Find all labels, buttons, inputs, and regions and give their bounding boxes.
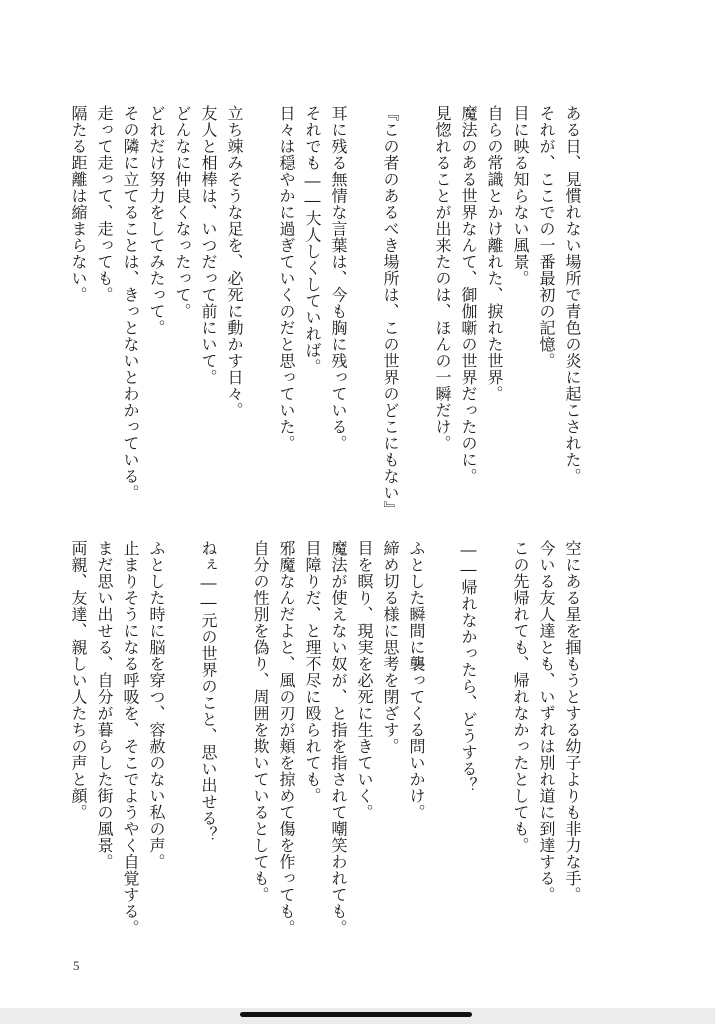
blank-line — [351, 105, 377, 515]
text-line: ふとした時に脳を穿つ、容赦のない私の声。 — [147, 540, 166, 870]
text-line: 自分の性別を偽り、周囲を欺いているとしても。 — [251, 540, 270, 903]
text-line: 魔法が使えない奴が、と指を指されて嘲笑われても。 — [329, 540, 348, 936]
text-line: ある日、見慣れない場所で青色の炎に起こされた。 — [563, 105, 582, 485]
text-line: 自らの常識とかけ離れた、捩れた世界。 — [485, 105, 504, 402]
text-line: 耳に残る無情な言葉は、今も胸に残っている。 — [329, 105, 348, 452]
text-line: 今いる友人達とも、いずれは別れ道に到達する。 — [537, 540, 556, 903]
text-line: ねぇ――元の世界のこと、思い出せる？ — [199, 540, 218, 843]
upper-text-block — [65, 105, 585, 518]
page-number: 5 — [73, 958, 80, 973]
text-line: 目障りだ、と理不尽に殴られても。 — [303, 540, 322, 804]
text-line: 『この者のあるべき場所は、この世界のどこにもない』 — [381, 105, 400, 518]
text-line: どれだけ努力をしてみたって。 — [147, 105, 166, 336]
text-line: まだ思い出せる、自分が暮らした街の風景。 — [95, 540, 114, 870]
text-line: 立ち竦みそうな足を、必死に動かす日々。 — [225, 105, 244, 419]
text-line: 締め切る様に思考を閉ざす。 — [381, 540, 400, 755]
text-line: ふとした瞬間に襲ってくる問いかけ。 — [407, 540, 426, 821]
text-line: 走って走って、走っても。 — [95, 105, 114, 303]
text-line: ――帰れなかったら、どうする？ — [459, 540, 478, 794]
text-line: 邪魔なんだよと、風の刃が頬を掠めて傷を作っても。 — [277, 540, 296, 936]
blank-line — [429, 540, 455, 940]
text-line: 魔法のある世界なんて、御伽噺の世界だったのに。 — [459, 105, 478, 485]
text-line: それが、ここでの一番最初の記憶。 — [537, 105, 556, 369]
home-indicator-bar[interactable] — [240, 1012, 472, 1017]
blank-line — [169, 540, 195, 940]
text-line: 止まりそうになる呼吸を、そこでようやく自覚する。 — [121, 540, 140, 936]
text-line: 隔たる距離は縮まらない。 — [69, 105, 88, 303]
text-line: 友人と相棒は、いつだって前にいて。 — [199, 105, 218, 386]
text-line: どんなに仲良くなったって。 — [173, 105, 192, 320]
text-line: 見惚れることが出来たのは、ほんの一瞬だけ。 — [433, 105, 452, 452]
text-line: 空にある星を掴もうとする幼子よりも非力な手。 — [563, 540, 582, 903]
text-line: 両親、友達、親しい人たちの声と顔。 — [69, 540, 88, 821]
text-line: 目に映る知らない風景。 — [511, 105, 530, 287]
text-line: この先帰れても、帰れなかったとしても。 — [511, 540, 530, 854]
blank-line — [221, 540, 247, 940]
text-line: 日々は穏やかに過ぎていくのだと思っていた。 — [277, 105, 296, 452]
blank-line — [247, 105, 273, 515]
text-line: その隣に立てることは、きっとないとわかっている。 — [121, 105, 140, 501]
text-line: 目を瞑り、現実を必死に生きていく。 — [355, 540, 374, 821]
text-line: それでも――大人しくしていれば。 — [303, 105, 322, 375]
blank-line — [403, 105, 429, 515]
lower-text-block — [65, 540, 585, 940]
blank-line — [481, 540, 507, 940]
